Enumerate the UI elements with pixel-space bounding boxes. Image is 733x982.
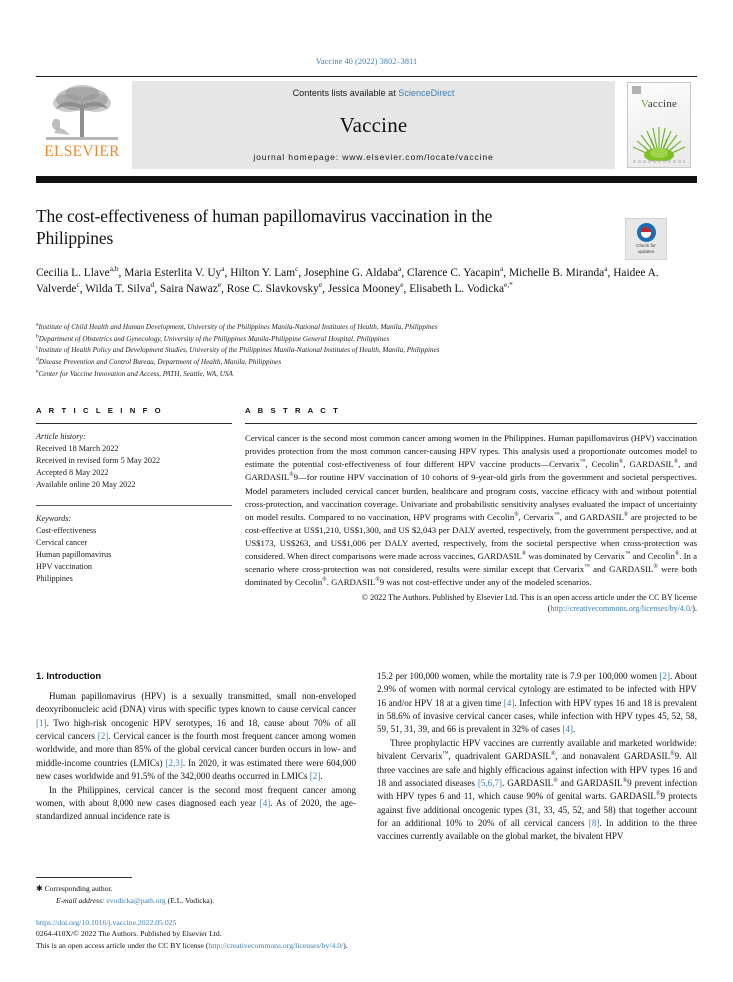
journal-masthead xyxy=(36,76,697,173)
page-title: The cost-effectiveness of human papillomavirus vaccination in the Philippines xyxy=(36,206,493,249)
affiliation-text: Department of Obstetrics and Gynecology, University of the Philippines Manila-Philippine General Hospital, Philippines xyxy=(38,334,390,343)
column-gap xyxy=(232,406,245,615)
contents-line xyxy=(293,88,455,98)
paragraph: 15.2 per 100,000 women, while the mortality rate is 7.9 per 100,000 women [2]. About 2.9% of women with normal cervical cytology are estimated to be infected with HPV 16 and/or HPV 18 at a given time [4]. Infection with HPV types 16 and 18 is prevalent in 58.6% of invasive cervical cancer cases, while infection with HPV types 45, 52, 58, 59, 51, 31, 39, and 66 is prevalent in 32% of cases [4]. xyxy=(377,671,697,735)
section-heading-introduction: 1. Introduction xyxy=(36,670,102,681)
paragraph: In the Philippines, cervical cancer is the second most frequent cancer among women, with about 8,000 new cases diagnosed each year [4]. As of 2020, the age-standardized annual incidence rate is xyxy=(36,784,356,822)
affiliation-item xyxy=(36,322,697,334)
affiliation-text: Institute of Child Health and Human Development, University of the Philippines Manila-National Institutes of Health, Manila, Philippines xyxy=(38,323,438,331)
keywords-label: Keywords: xyxy=(36,513,72,523)
abstract-copyright: © 2022 The Authors. Published by Elsevier Ltd. This is an open access article under the CC BY license (http://creativecommons.org/licenses/by/4.0/). xyxy=(361,592,697,614)
contents-prefix: Contents lists available at xyxy=(292,88,399,98)
keyword-item: Cost-effectiveness xyxy=(36,525,97,535)
info-abstract-row xyxy=(36,406,697,615)
author-list: Cecilia L. Llave$^{a,b}$, Maria Esterlita V. Uy$^a$, Hilton Y. Lam$^c$, Josephine G. Aldaba$^a$, Clarence C. Yacapin$^a$, Michelle B. Miranda$^a$, Haidee A. Valverde$^c$, Wilda T. Silva$^d$, Saira Nawaz$^e$, Rose C. Slavkovsky$^e$, Jessica Mooney$^e$, Elisabeth L. Vodicka$^{e,*}$ xyxy=(36,264,659,296)
crossmark-badge[interactable] xyxy=(625,218,667,260)
license-line: This is an open access article under the CC BY license (http://creativecommons.org/licenses/by/4.0/). xyxy=(36,940,348,950)
affiliation-mark: b xyxy=(36,333,39,340)
affiliation-item xyxy=(36,345,697,357)
affiliation-list xyxy=(36,322,697,381)
affiliation-text: Institute of Health Policy and Development Studies, University of the Philippines Manila-National Institutes of Health, Manila, Philippines xyxy=(38,346,440,355)
paper-sheet xyxy=(36,0,697,982)
title-block xyxy=(36,205,697,297)
paragraph: Human papillomavirus (HPV) is a sexually transmitted, small non-enveloped deoxyribonucleic acid (DNA) virus with specific types known to cause cervical cancer [1]. Two high-risk oncogenic HPV serotypes, 16 and 18, cause about 70% of all cervical cancers [2]. Cervical cancer is the fourth most frequent cancer among women worldwide, and more than 85% of the global cervical cancer burden occurs in low- and middle-income countries (LMICs) [2,3]. In 2020, it was estimated there were 604,000 new cases worldwide and 91.5% of the 342,000 deaths occurred in LMICs [2]. xyxy=(36,691,356,782)
keyword-item: Cervical cancer xyxy=(36,537,88,547)
affiliation-text: Center for Vaccine Innovation and Access, PATH, Seattle, WA, USA xyxy=(38,369,233,378)
body-column-gap xyxy=(356,670,377,844)
cover-title xyxy=(628,98,690,110)
masthead-divider xyxy=(36,176,697,183)
elsevier-wordmark: ELSEVIER xyxy=(44,143,120,160)
paragraph: Three prophylactic HPV vaccines are currently available and marketed worldwide: bivalent Cervarix™, quadrivalent GARDASIL®, and nonavalent GARDASIL®9. All three vaccines are safe and highly efficacious against infection with HPV types 16 and 18 and associated diseases [5,6,7]. GARDASIL® and GARDASIL®9 prevent infection with HPV types 6 and 11, which cause 90% of genital warts. GARDASIL®9 protects against five additional oncogenic types (31, 33, 45, 52, and 58) that together account for an additional 10% to 20% of all cervical cancers [8]. In addition to the three vaccines currently available on the global market, the bivalent HPV xyxy=(377,737,698,842)
cover-title-rest: accine xyxy=(647,98,678,110)
doi-link[interactable]: https://doi.org/10.1016/j.vaccine.2022.05.025 xyxy=(36,918,177,927)
cover-title-initial: V xyxy=(640,98,648,110)
virus-illustration-icon xyxy=(631,125,687,161)
article-history-label: Article history: xyxy=(36,432,86,441)
footnote-rule xyxy=(36,877,132,878)
page-footer xyxy=(36,917,466,951)
elsevier-logo xyxy=(36,77,128,173)
article-history xyxy=(36,431,232,491)
keyword-item: Human papillomavirus xyxy=(36,549,112,559)
article-history-item: Received 18 March 2022 xyxy=(36,443,119,453)
crossmark-label-line2: updates xyxy=(637,249,655,254)
sciencedirect-link[interactable]: ScienceDirect xyxy=(398,88,455,98)
crossmark-label xyxy=(636,243,656,254)
crossmark-icon xyxy=(637,223,656,242)
body-right-column xyxy=(377,670,697,844)
article-info-column xyxy=(36,406,232,615)
affiliation-item xyxy=(36,334,697,346)
corresponding-author-note: ✱ Corresponding author. xyxy=(36,884,113,893)
email-note: E-mail address: evodicka@path.org (E.L. Vodicka). xyxy=(56,896,215,905)
journal-center-panel xyxy=(132,81,615,169)
abstract-column xyxy=(245,406,697,615)
body-columns xyxy=(36,670,697,844)
keyword-item: HPV vaccination xyxy=(36,561,93,571)
issn-copyright-line: 0264-410X/© 2022 The Authors. Published by Elsevier Ltd. xyxy=(36,929,222,939)
journal-title: Vaccine xyxy=(339,112,408,137)
cover-publisher-icon xyxy=(632,86,641,94)
body-left-column xyxy=(36,670,356,844)
running-head: Vaccine 40 (2022) 3802–3811 xyxy=(315,57,418,66)
keyword-list xyxy=(36,513,232,585)
article-info-rule xyxy=(36,423,232,424)
article-info-heading: A R T I C L E I N F O xyxy=(36,406,164,415)
keyword-item: Philippines xyxy=(36,573,73,583)
footnote-block xyxy=(36,877,366,906)
elsevier-tree-icon xyxy=(46,81,118,143)
abstract-rule xyxy=(245,423,697,424)
journal-homepage[interactable]: journal homepage: www.elsevier.com/locate/vaccine xyxy=(253,152,494,162)
abstract-body: Cervical cancer is the second most common cancer among women in the Philippines. Human papillomavirus (HPV) vaccination provides protection from the most common cancer-causing HPV types. This analysis used a proportionate outcomes model to estimate the potential cost-effectiveness of four different HPV vaccine products—Cervarix™, Cecolin®, GARDASIL®, and GARDASIL®9—for routine HPV vaccination of 10 cohorts of 9-year-old girls from the government and societal perspectives. Model parameters included cervical cancer burden, healthcare and program costs, vaccine efficacy with and without potential cross-protection, and vaccination coverage. Univariate and probabilistic sensitivity analyses evaluated the impact of uncertainty on model results. Compared to no vaccination, HPV programs with Cecolin®, Cervarix™, and GARDASIL® are projected to be cost-effective at US$1,210, US$1,300, and US $2,043 per DALY averted, respectively, from the government perspective, and at US$173, US$263, and US$1,006 per DALY averted, respectively, from the societal perspective when cross-protection was considered. When direct comparisons were made across vaccines, GARDASIL® was dominated by Cervarix™ and Cecolin®. In a scenario where cross-protection was not considered, results were similar except that Cervarix™ and GARDASIL® were both dominated by Cecolin®. GARDASIL®9 was not cost-effective under any of the modeled scenarios. xyxy=(245,433,698,588)
affiliation-item xyxy=(36,357,697,369)
abstract-heading: A B S T R A C T xyxy=(245,406,341,415)
keywords-rule xyxy=(36,505,232,506)
journal-cover xyxy=(621,77,697,173)
journal-cover-thumbnail xyxy=(627,82,691,168)
affiliation-item xyxy=(36,369,697,381)
article-history-item: Received in revised form 5 May 2022 xyxy=(36,455,161,465)
affiliation-mark: a xyxy=(36,321,39,328)
affiliation-mark: d xyxy=(36,356,39,363)
article-history-item: Accepted 8 May 2022 xyxy=(36,467,109,477)
affiliation-mark: e xyxy=(36,368,39,375)
cover-footer-text xyxy=(633,160,685,163)
affiliation-mark: c xyxy=(36,345,39,352)
affiliation-text: Disease Prevention and Control Bureau, Department of Health, Manila, Philippines xyxy=(38,358,282,367)
crossmark-label-line1: Check for xyxy=(636,243,656,249)
article-history-item: Available online 20 May 2022 xyxy=(36,479,136,489)
